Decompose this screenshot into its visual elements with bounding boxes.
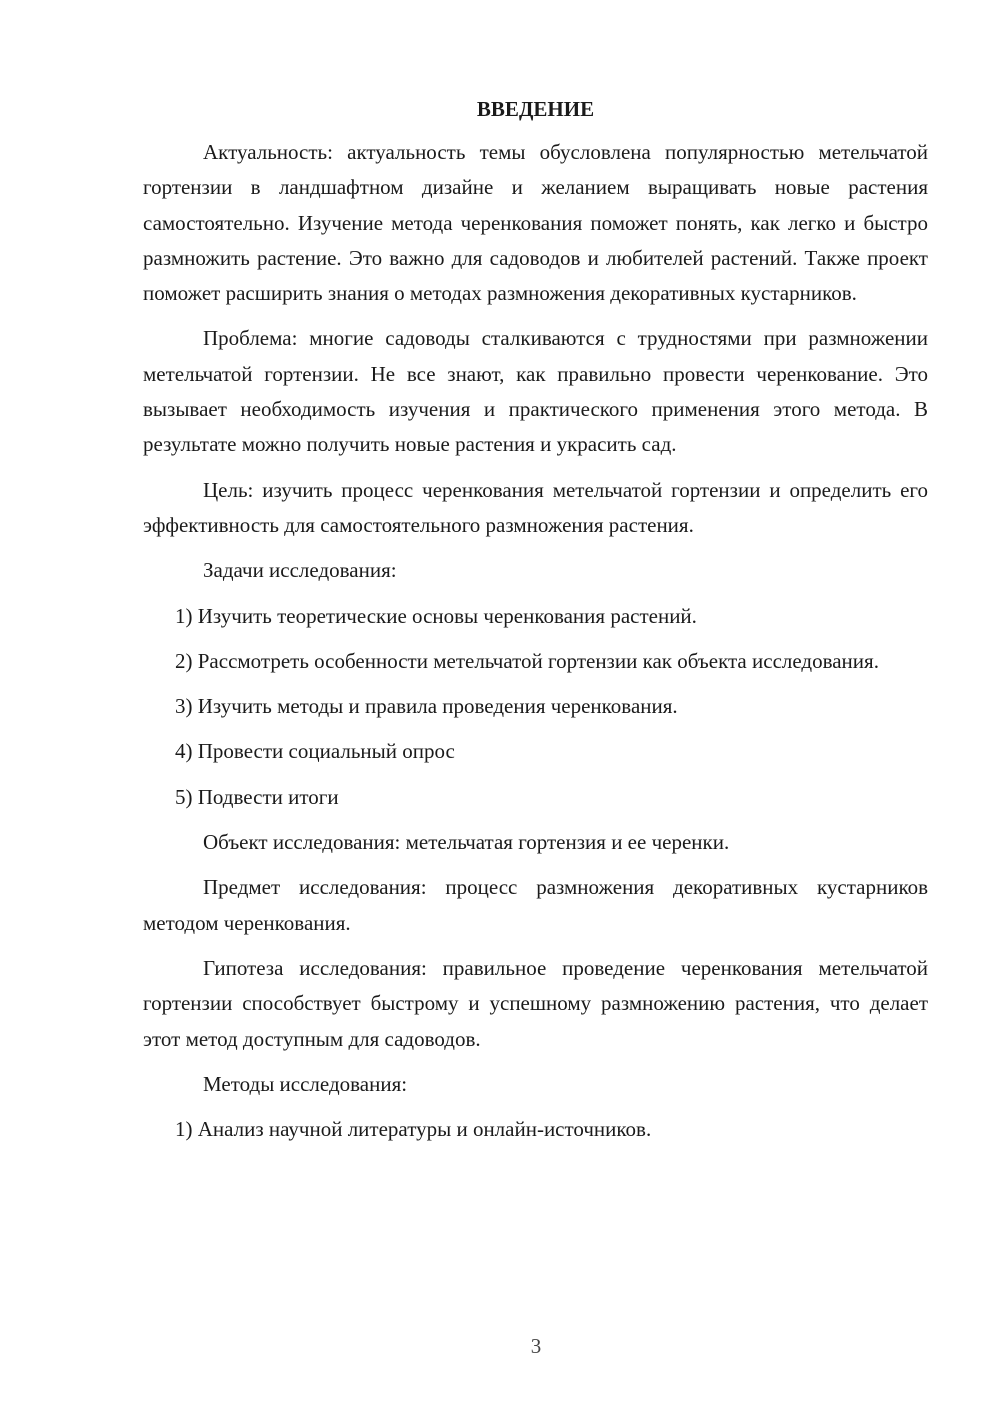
- task-item-3: 3) Изучить методы и правила проведения черенкования.: [175, 694, 678, 719]
- paragraph-goal: Цель: изучить процесс черенкования метельчатой гортензии и определить его эффективность для самостоятельного размножения растения.: [143, 477, 928, 537]
- paragraph-hypothesis: Гипотеза исследования: правильное проведение черенкования метельчатой гортензии способствует быстрому и успешному размножению растения, что делает этот метод доступным для садоводов.: [143, 955, 928, 1051]
- page-number: 3: [530, 1334, 542, 1358]
- paragraph-object: Объект исследования: метельчатая гортензия и ее черенки.: [203, 830, 730, 855]
- paragraph-subject: Предмет исследования: процесс размножения декоративных кустарников методом черенкования.: [143, 875, 928, 935]
- page-content: [143, 92, 928, 1147]
- tasks-heading: Задачи исследования:: [203, 558, 397, 583]
- task-item-2: 2) Рассмотреть особенности метельчатой гортензии как объекта исследования.: [175, 648, 879, 673]
- section-heading: ВВЕДЕНИЕ: [476, 97, 595, 121]
- task-item-1: 1) Изучить теоретические основы черенкования растений.: [175, 603, 697, 628]
- method-item-1: 1) Анализ научной литературы и онлайн-источников.: [175, 1117, 652, 1142]
- methods-heading: Методы исследования:: [203, 1071, 408, 1096]
- paragraph-problem: Проблема: многие садоводы сталкиваются с трудностями при размножении метельчатой гортензии. Не все знают, как правильно провести черенкование. Это вызывает необходимость изучения и практического применения этого метода. В результате можно получить новые растения и украсить сад.: [143, 326, 928, 457]
- task-item-5: 5) Подвести итоги: [175, 784, 339, 809]
- task-item-4: 4) Провести социальный опрос: [175, 739, 455, 764]
- paragraph-relevance: Актуальность: актуальность темы обусловлена популярностью метельчатой гортензии в ландшафтном дизайне и желанием выращивать новые растения самостоятельно. Изучение метода черенкования поможет понять, как легко и быстро размножить растение. Это важно для садоводов и любителей растений. Также проект поможет расширить знания о методах размножения декоративных кустарников.: [143, 140, 928, 306]
